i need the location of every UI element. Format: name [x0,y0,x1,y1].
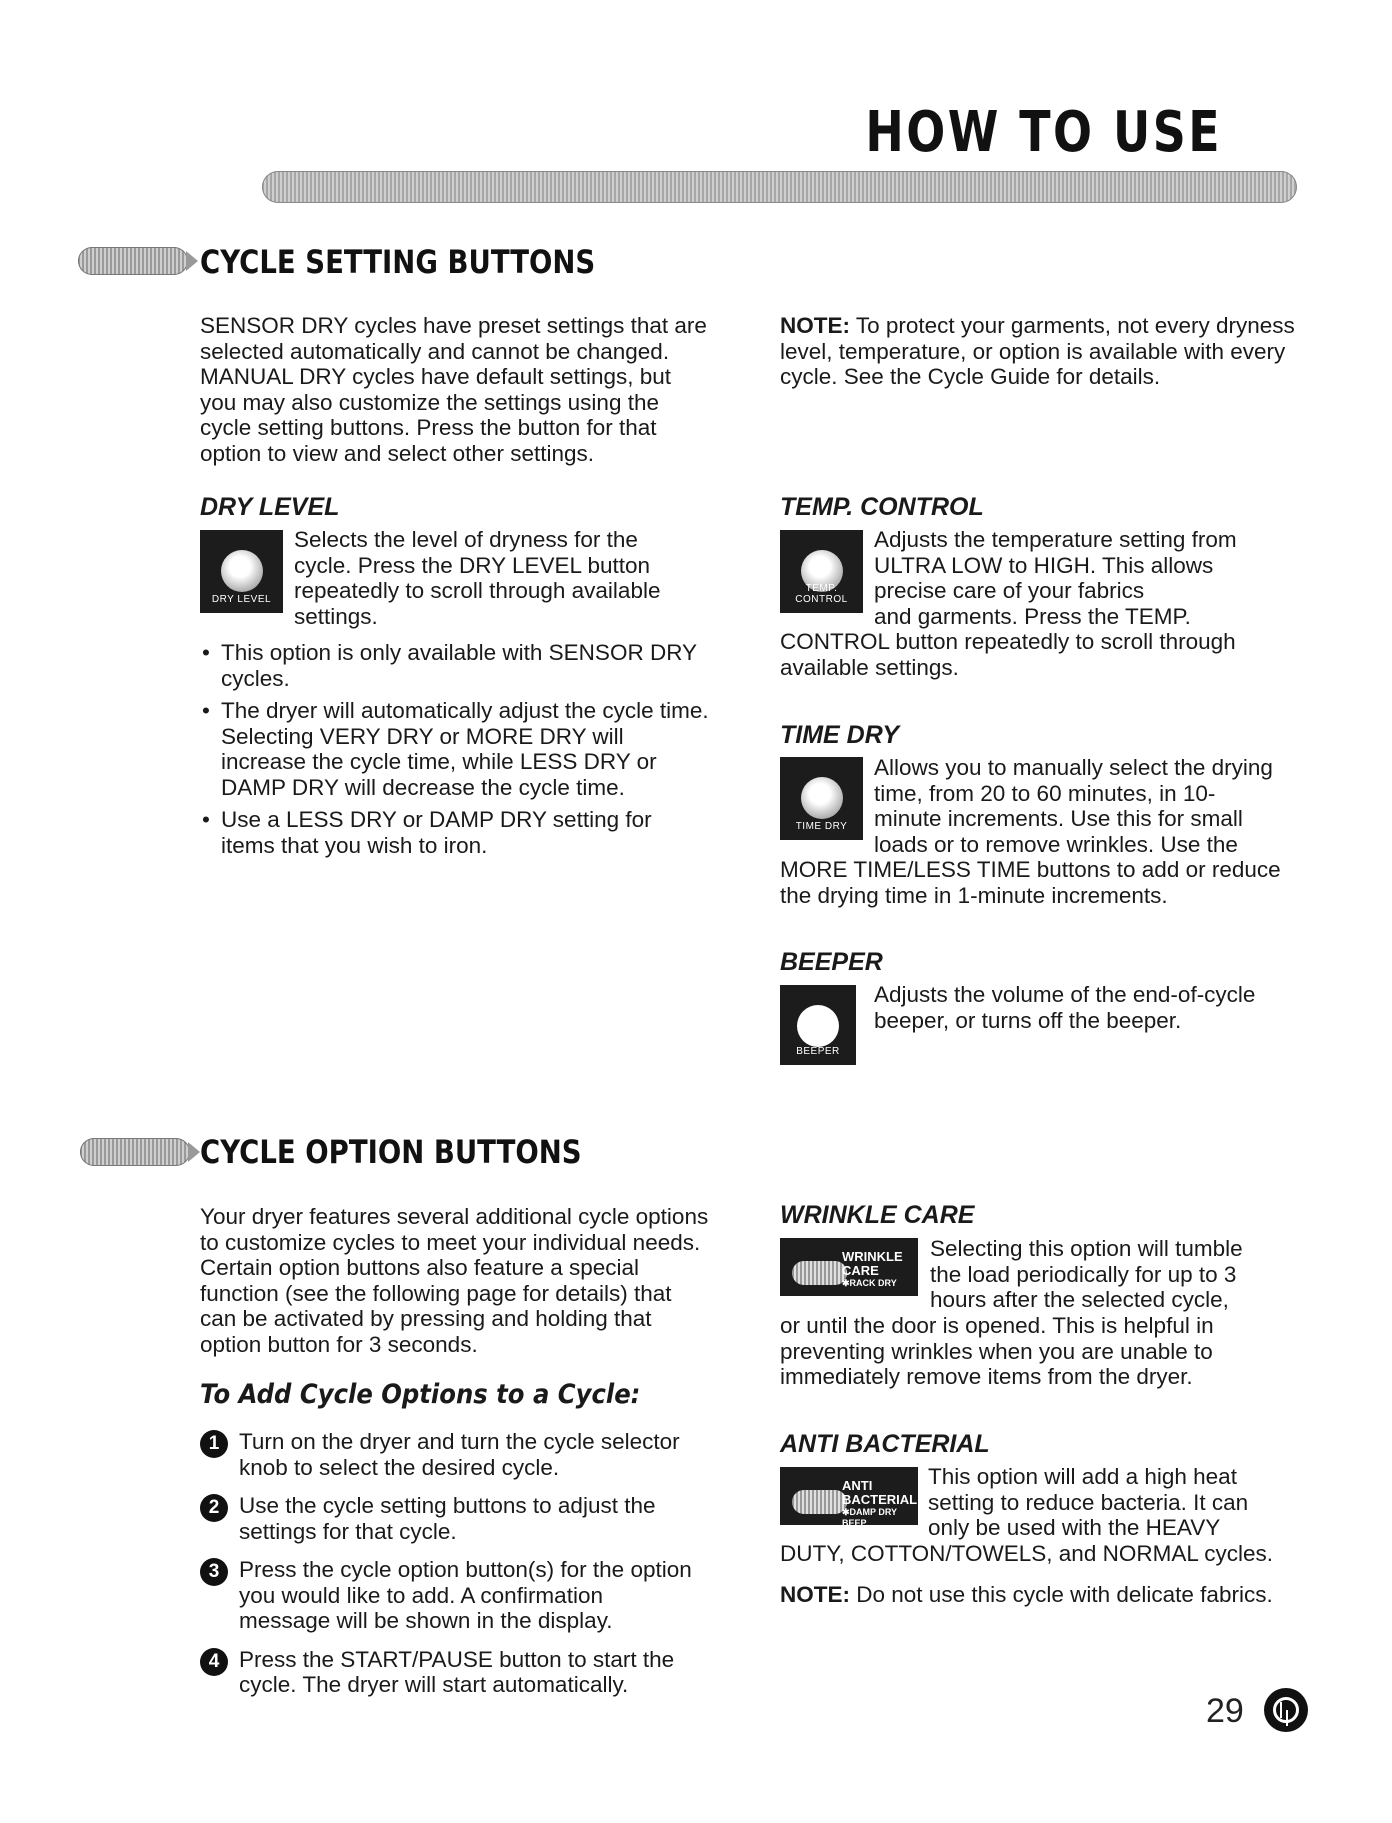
anti-bacterial-description-lines: This option will add a high heat setting to reduce bacteria. It can only be used with the HEAVY [928,1464,1249,1540]
anti-bacterial-note [780,1582,1320,1608]
dry-level-bullets [200,640,710,865]
list-item: • The dryer will automatically adjust the cycle time. Selecting VERY DRY or MORE DRY will increase the cycle time, while LESS DRY or DAMP DRY will decrease the cycle time. [200,698,710,800]
wrinkle-care-description-lines: Selecting this option will tumble the load periodically for up to 3 hours after the selected cycle, [930,1236,1243,1312]
wrinkle-care-heading: WRINKLE CARE [780,1201,975,1229]
dry-level-button-icon [200,530,283,613]
temp-control-button-icon [780,530,863,613]
dry-level-description: Selects the level of dryness for the cycle. Press the DRY LEVEL button repeatedly to scroll through available settings. [294,527,661,629]
wrinkle-care-button-icon: WRINKLE CARE ✱RACK DRY [780,1238,918,1296]
beeper-button-label: BEEPER [796,1046,840,1057]
steps-list [200,1429,700,1698]
dry-level-heading: DRY LEVEL [200,493,340,521]
step-number: 3 [200,1558,228,1586]
time-dry-description-lines: Allows you to manually select the drying time, from 20 to 60 minutes, in 10- minute increments. Use this for small loads or to remove wrinkles. Use the [874,755,1273,857]
note-label: NOTE: [780,313,850,338]
lg-logo-icon [1264,1688,1308,1732]
page-number: 29 [1206,1692,1244,1730]
cycle-option-intro: Your dryer features several additional cycle options to customize cycles to meet your individual needs. Certain option buttons also feature a special function (see the following page for details) that can be activated by pressing and holding that option button for 3 seconds. [200,1204,709,1357]
list-item: • Use a LESS DRY or DAMP DRY setting for items that you wish to iron. [200,807,710,858]
section-title-cycle-setting: CYCLE SETTING BUTTONS [200,243,596,281]
anti-bacterial-description-rest: DUTY, COTTON/TOWELS, and NORMAL cycles. [780,1541,1274,1566]
wrinkle-care-description-rest: or until the door is opened. This is helpful in preventing wrinkles when you are unable to immediately remove items from the dryer. [780,1313,1214,1389]
beeper-heading: BEEPER [780,948,883,976]
temp-control-button-label: TEMP. CONTROL [795,583,848,605]
list-item: 1 Turn on the dryer and turn the cycle selector knob to select the desired cycle. [200,1429,700,1480]
temp-control-description-rest: CONTROL button repeatedly to scroll through available settings. [780,629,1236,680]
section-title-cycle-option: CYCLE OPTION BUTTONS [200,1133,582,1171]
dry-level-button-label: DRY LEVEL [211,594,272,605]
list-item: 3 Press the cycle option button(s) for the option you would like to add. A confirmation message will be shown in the display. [200,1557,700,1634]
note-text: Do not use this cycle with delicate fabrics. [856,1582,1273,1607]
note-text: To protect your garments, not every dryness level, temperature, or option is available with every cycle. See the Cycle Guide for details. [780,313,1295,389]
temp-control-heading: TEMP. CONTROL [780,493,984,521]
anti-bacterial-heading: ANTI BACTERIAL [780,1430,990,1458]
step-number: 2 [200,1494,228,1522]
time-dry-button-icon [780,757,863,840]
time-dry-description-rest: MORE TIME/LESS TIME buttons to add or reduce the drying time in 1-minute increments. [780,857,1281,908]
page-header-title: HOW TO USE [865,100,1222,165]
anti-bacterial-button-icon: ANTI BACTERIAL ✱DAMP DRY BEEP [780,1467,918,1525]
step-number: 4 [200,1648,228,1676]
section-marker-icon [78,247,188,275]
list-item: 4 Press the START/PAUSE button to start the cycle. The dryer will start automatically. [200,1647,700,1698]
section-marker-icon [80,1138,190,1166]
header-decorative-bar [262,171,1297,203]
list-item: • This option is only available with SENSOR DRY cycles. [200,640,710,691]
beeper-description: Adjusts the volume of the end-of-cycle beeper, or turns off the beeper. [874,982,1256,1033]
cycle-setting-note [780,313,1300,390]
step-number: 1 [200,1430,228,1458]
list-item: 2 Use the cycle setting buttons to adjust the settings for that cycle. [200,1493,700,1544]
cycle-setting-intro: SENSOR DRY cycles have preset settings that are selected automatically and cannot be changed. MANUAL DRY cycles have default settings, but you may also customize the settings using the cycle setting buttons. Press the button for that option to view and select other settings. [200,313,707,466]
beeper-button-icon [780,985,856,1065]
temp-control-description-lines: Adjusts the temperature setting from ULTRA LOW to HIGH. This allows precise care of your fabrics and garments. Press the TEMP. [874,527,1237,629]
time-dry-heading: TIME DRY [780,721,899,749]
how-to-add-heading: To Add Cycle Options to a Cycle: [200,1379,641,1410]
note-label: NOTE: [780,1582,850,1607]
time-dry-button-label: TIME DRY [795,821,848,832]
